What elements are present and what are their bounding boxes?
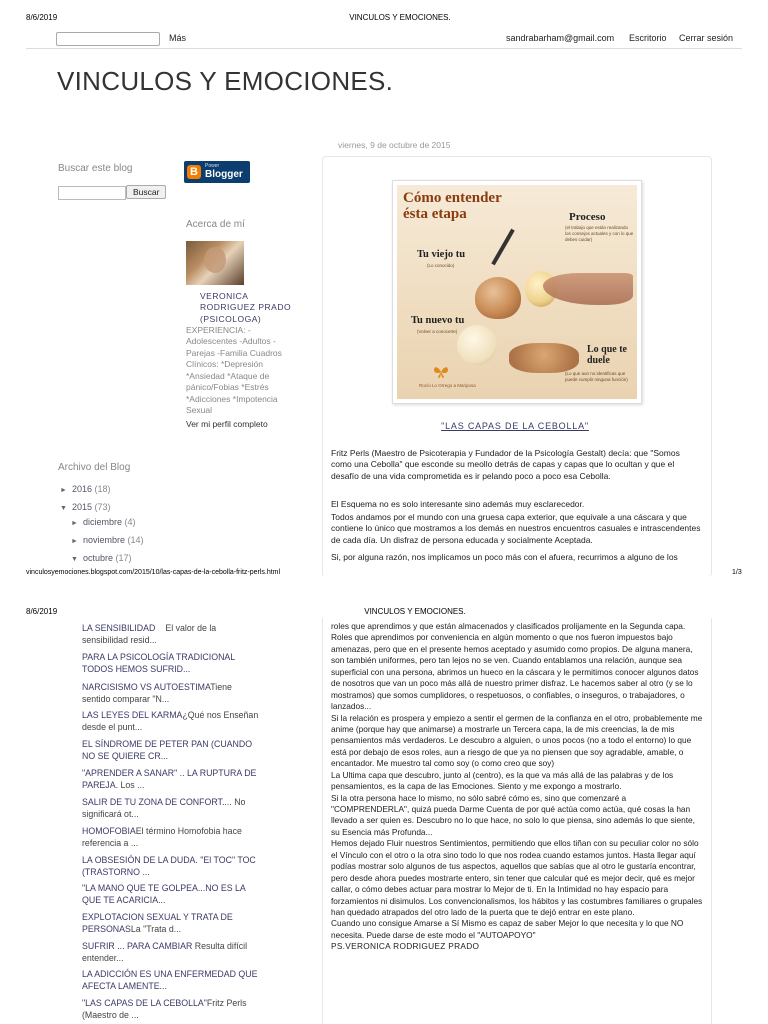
post-paragraph-3: Todos andamos por el mundo con una gruesa capa exterior, que equivale a una cáscara y que contiene lo único que mostramos a los demás en nuestros encuentros casuales e intrascendentes de cada día. Un disfraz de persona educada y socialmente Aceptada. bbox=[331, 512, 701, 545]
list-item[interactable]: LA ADICCIÓN ES UNA ENFERMEDAD QUE AFECTA LAMENTE... bbox=[82, 969, 258, 991]
archive-heading: Archivo del Blog bbox=[58, 462, 131, 473]
navbar-more-link[interactable]: Más bbox=[169, 33, 187, 43]
post-body-continued bbox=[331, 621, 703, 953]
list-item[interactable]: PARA LA PSICOLOGÍA TRADICIONAL TODOS HEMOS SUFRID... bbox=[82, 652, 235, 674]
image-proceso: Proceso bbox=[569, 211, 606, 223]
archive-item-diciembre[interactable]: ► diciembre (4) bbox=[71, 517, 136, 527]
post-paragraph: Si la relación es prospera y empiezo a sentir el germen de la confianza en el otro, probablemente me anime (porque hay que animarse) a mostrarle un Tercera capa, la de mis creencias, la de mis pensamientos más verdaderos. Le descubro a alguien, o unos pocos (no a todo el entorno) lo que está por debajo de esos roles, aun a riesgo de que ya no piensen que soy agradable, amable, o encantador. Me muestro tal como soy (o como creo que soy) bbox=[331, 712, 703, 769]
knife-shape bbox=[491, 229, 514, 266]
expand-down-icon[interactable]: ▼ bbox=[71, 556, 78, 563]
blog-search-input[interactable] bbox=[58, 186, 126, 200]
navbar-desktop-link[interactable]: Escritorio bbox=[629, 33, 667, 43]
archive-item-2015[interactable]: ▼ 2015 (73) bbox=[60, 502, 111, 512]
image-title: Cómo entender ésta etapa bbox=[403, 190, 502, 222]
blogger-badge-top: Power bbox=[205, 163, 220, 169]
search-heading: Buscar este blog bbox=[58, 163, 133, 174]
list-item[interactable]: "LAS CAPAS DE LA CEBOLLA"Fritz Perls (Maestro de ... bbox=[82, 998, 247, 1020]
post-paragraph: La Ultima capa que descubro, junto al (centro), es la que va más allá de las palabras y de los pensamientos, es la capa de las Emociones. Siento y me expongo a mostrarlo. bbox=[331, 769, 674, 792]
author-name-link[interactable]: VERONICA RODRIGUEZ PRADO (PSICOLOGA) bbox=[200, 291, 292, 324]
image-viejo: Tu viejo tu bbox=[417, 249, 466, 260]
list-item[interactable]: NARCISISMO VS AUTOESTIMATiene sentido comparar "N... bbox=[82, 682, 232, 704]
onion-skins-shape bbox=[509, 343, 579, 373]
page-gap bbox=[0, 584, 768, 600]
blogger-badge[interactable] bbox=[184, 161, 250, 183]
author-face-shape bbox=[204, 247, 226, 273]
blogger-badge-label: Blogger bbox=[205, 169, 243, 180]
post-date: viernes, 9 de octubre de 2015 bbox=[338, 140, 451, 150]
list-item[interactable]: SUFRIR ... PARA CAMBIAR Resulta difícil entender... bbox=[82, 941, 248, 963]
navbar-logout-link[interactable]: Cerrar sesión bbox=[679, 33, 734, 43]
post-signature: PS.VERONICA RODRIGUEZ PRADO bbox=[331, 941, 480, 952]
blogger-icon: B bbox=[187, 165, 201, 179]
navbar-user-email[interactable]: sandrabarham@gmail.com bbox=[506, 33, 615, 43]
archive-item-2016[interactable]: ► 2016 (18) bbox=[60, 484, 111, 494]
print-title: VINCULOS Y EMOCIONES. bbox=[349, 13, 451, 22]
image-viejo-sub: (Lo conocido) bbox=[427, 263, 455, 268]
list-item[interactable]: LA OBSESIÓN DE LA DUDA. "El TOC" TOC (TRASTORNO ... bbox=[82, 855, 256, 877]
image-proceso-sub: (el trabajo que están realizando los consejos actuales y con lo que debes cuidar) bbox=[565, 225, 634, 242]
author-photo[interactable] bbox=[186, 241, 244, 285]
list-item[interactable]: LAS LEYES DEL KARMA¿Qué nos Enseñan desde el punt... bbox=[82, 710, 259, 732]
print-title: VINCULOS Y EMOCIONES. bbox=[364, 607, 466, 616]
onion-old-shape bbox=[475, 277, 521, 319]
footer-url: vinculosyemociones.blogspot.com/2015/10/las-capas-de-la-cebolla-fritz-perls.html bbox=[26, 569, 281, 576]
expand-right-icon[interactable]: ► bbox=[71, 538, 78, 545]
profile-link[interactable]: Ver mi perfil completo bbox=[186, 419, 268, 429]
post-image bbox=[397, 185, 637, 399]
image-brand: Rocío Lo Orrego a Mariposa bbox=[419, 383, 476, 388]
image-duele: Lo que te duele bbox=[587, 344, 627, 366]
archive-item-noviembre[interactable]: ► noviembre (14) bbox=[71, 535, 144, 545]
list-item[interactable]: "APRENDER A SANAR" .. LA RUPTURA DE PAREJA. Los ... bbox=[82, 768, 257, 790]
post-paragraph-1: Fritz Perls (Maestro de Psicoterapia y Fundador de la Psicología Gestalt) decía: que "Somos como una Cebolla" que esconde su meollo detrás de capas y capas que lo ocultan y que el desafío de una vida comprometida es ir pelando poco a poco esa Cebolla. bbox=[331, 448, 680, 481]
search-button[interactable]: Buscar bbox=[126, 185, 166, 199]
list-item[interactable]: EXPLOTACION SEXUAL Y TRATA DE PERSONASLa "Trata d... bbox=[82, 912, 233, 934]
post-paragraph-2: El Esquema no es solo interesante sino además muy esclarecedor. bbox=[331, 499, 585, 509]
navbar-search-input[interactable] bbox=[56, 32, 160, 46]
blog-title[interactable]: VINCULOS Y EMOCIONES. bbox=[57, 66, 394, 96]
navbar-divider bbox=[26, 48, 742, 49]
hand-shape bbox=[543, 273, 633, 305]
post-paragraph: Cuando uno consigue Amarse a Sí Mismo es capaz de saber Mejor lo que necesita y lo que NO necesita. Puede darse de este modo el "AUTOAPOYO" bbox=[331, 918, 684, 940]
print-date: 8/6/2019 bbox=[26, 13, 58, 22]
post-image-frame[interactable] bbox=[392, 180, 642, 404]
image-nuevo: Tu nuevo tu bbox=[411, 315, 465, 326]
post-paragraph: Si la otra persona hace lo mismo, no sólo sabré cómo es, sino que comenzaré a "COMPRENDERLA", quizá pueda Darme Cuenta de por qué actúa como actúa, qué cosas la han llevado a ser quien es. Descubro no lo que hace, no solo lo que piensa, sino además lo que siente, su Esencia más Profunda... bbox=[331, 792, 695, 837]
image-duele-sub: (Lo que aun no identificas que puede cumplir ninguna función) bbox=[565, 371, 628, 382]
onion-new-shape bbox=[457, 325, 497, 365]
list-item[interactable]: EL SÍNDROME DE PETER PAN (CUANDO NO SE QUIERE CR... bbox=[82, 739, 253, 761]
expand-right-icon[interactable]: ► bbox=[60, 487, 67, 494]
post-paragraph-4: Si, por alguna razón, nos implicamos un poco más con el afuera, recurrimos a alguno de los bbox=[331, 552, 678, 562]
image-nuevo-sub: (Volver a conocerte) bbox=[417, 329, 458, 334]
archive-item-octubre[interactable]: ▼ octubre (17) bbox=[71, 553, 132, 563]
post-paragraph: roles que aprendimos y que están almacenados y clasificados prolijamente en la Segunda capa. Roles que aprendimos por conveniencia en algún momento o que nos fueron impuestos bajo amenazas, pero que en el presente hemos aceptado y asumido como propios. De alguna manera, son también uniformes, pero tan lejos no se ven. Cuando entablamos una relación, aunque sea superficial con una persona, abrimos un hueco en la cáscara y le permitimos conocer algunos datos de nosotros que van un poco más allá de nuestro primer disfraz. Le hacemos saber al otro (y se lo mostramos) que somos cumplidores, o respetuosos, o confiables, o inseguros, o trabajadores, o lanzados... bbox=[331, 621, 699, 712]
list-item[interactable]: SALIR DE TU ZONA DE CONFORT.... No significará ot... bbox=[82, 797, 246, 819]
list-item[interactable]: LA SENSIBILIDAD El valor de la sensibilidad resid... bbox=[82, 623, 217, 645]
list-item[interactable]: HOMOFOBIAEl término Homofobia hace referencia a ... bbox=[82, 826, 242, 848]
footer-page: 1/3 bbox=[732, 569, 742, 576]
print-date: 8/6/2019 bbox=[26, 607, 58, 616]
butterfly-icon bbox=[433, 365, 449, 379]
about-heading: Acerca de mí bbox=[186, 219, 245, 230]
expand-down-icon[interactable]: ▼ bbox=[60, 505, 67, 512]
expand-right-icon[interactable]: ► bbox=[71, 520, 78, 527]
list-item[interactable]: "LA MANO QUE TE GOLPEA...NO ES LA QUE TE ACARICIA... bbox=[82, 883, 246, 905]
author-bio: EXPERIENCIA: -Adolescentes -Adultos -Parejas -Familia Cuadros Clínicos: *Depresión *Ansiedad *Ataque de pánico/Fobias *Estrés *Adicciones *Impotencia Sexual bbox=[186, 325, 282, 416]
post-paragraph: Hemos dejado Fluir nuestros Sentimientos, permitiendo que ellos tiñan con su peculiar color no sólo el Vínculo con el otro o la otra sino todo lo que nos rodea cuando estamos juntos. Hasta llegar aquí podías mostrar solo algunos de tus aspectos, aquellos que sabías que al otro le gustaría encontrar, pero desde ahora puedes mostrarte entero, sin tener que calcular qué es mejor decir, qué es mejor callar, o cómo debes actuar para mostrar lo Mejor de ti. En la Intimidad no hay espacio para forzamientos ni disimulos. Los convencionalismos, los hábitos y las costumbres familiares o grupales han quedado atrapados del otro lado de la puerta que te dejó entrar en este plano. bbox=[331, 838, 703, 917]
post-heading: "LAS CAPAS DE LA CEBOLLA" bbox=[441, 421, 589, 431]
